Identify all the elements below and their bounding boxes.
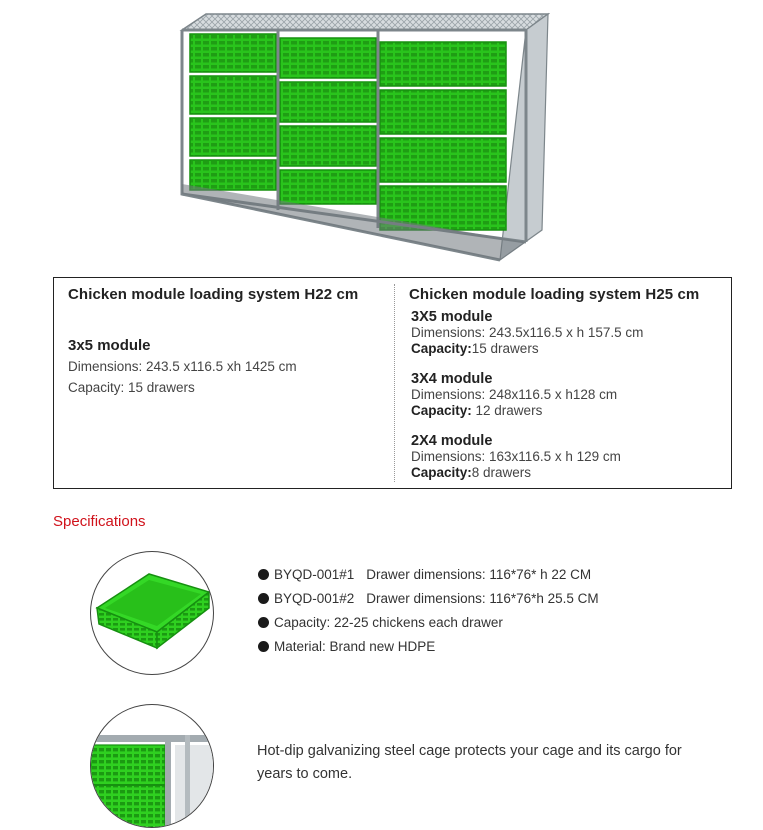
spec-text: Drawer dimensions: 116*76*h 25.5 CM — [366, 591, 599, 606]
bullet-dot-icon — [258, 617, 269, 628]
specification-bullet-list — [258, 563, 599, 659]
spec-bullet — [258, 587, 599, 611]
capacity-value: 15 drawers — [471, 341, 539, 356]
module-dimensions: Dimensions: 163x116.5 x h 129 cm — [411, 449, 621, 464]
module-name: 3X4 module — [411, 371, 493, 387]
module-dimensions: Dimensions: 243.5x116.5 x h 157.5 cm — [411, 325, 644, 340]
spec-text: Capacity: 22-25 chickens each drawer — [274, 615, 503, 630]
specifications-heading: Specifications — [53, 513, 146, 530]
module-name: 3X5 module — [411, 309, 493, 325]
module-dimensions: Dimensions: 248x116.5 x h128 cm — [411, 387, 618, 402]
capacity-label: Capacity: — [411, 465, 472, 480]
column-title-h25: Chicken module loading system H25 cm — [409, 286, 700, 303]
module-block-3x5-h25 — [411, 309, 643, 357]
module-spec-table — [53, 277, 732, 489]
spec-bullet — [258, 635, 599, 659]
spec-bullet — [258, 563, 599, 587]
galvanized-frame-image — [91, 705, 214, 828]
module-block-3x4-h25 — [411, 371, 617, 419]
capacity-label: Capacity: — [411, 341, 472, 356]
module-name: 2X4 module — [411, 433, 493, 449]
spec-bullet — [258, 611, 599, 635]
spec-text: Material: Brand new HDPE — [274, 639, 436, 654]
table-column-h22 — [54, 278, 394, 488]
spec-text: Drawer dimensions: 116*76* h 22 CM — [366, 567, 592, 582]
chicken-module-rack-image — [170, 4, 550, 266]
table-column-h25 — [395, 278, 731, 488]
module-block-2x4-h25 — [411, 433, 621, 481]
spec-code: BYQD-001#2 — [274, 591, 355, 606]
bullet-dot-icon — [258, 593, 269, 604]
drawer-photo — [90, 551, 214, 675]
capacity-value: 12 drawers — [471, 403, 543, 418]
bullet-dot-icon — [258, 569, 269, 580]
bullet-dot-icon — [258, 641, 269, 652]
module-block-3x5-h22 — [68, 335, 297, 398]
galvanized-cage-photo — [90, 704, 214, 828]
column-title-h22: Chicken module loading system H22 cm — [68, 286, 359, 303]
module-name: 3x5 module — [68, 337, 151, 354]
capacity-value: 8 drawers — [471, 465, 532, 480]
module-capacity: Capacity: 15 drawers — [68, 380, 195, 395]
module-dimensions: Dimensions: 243.5 x116.5 xh 1425 cm — [68, 359, 297, 374]
spec-code: BYQD-001#1 — [274, 567, 355, 582]
green-drawer-image — [91, 552, 214, 675]
galvanizing-description: Hot-dip galvanizing steel cage protects your cage and its cargo for years to come. — [257, 743, 682, 782]
capacity-label: Capacity: — [411, 403, 472, 418]
